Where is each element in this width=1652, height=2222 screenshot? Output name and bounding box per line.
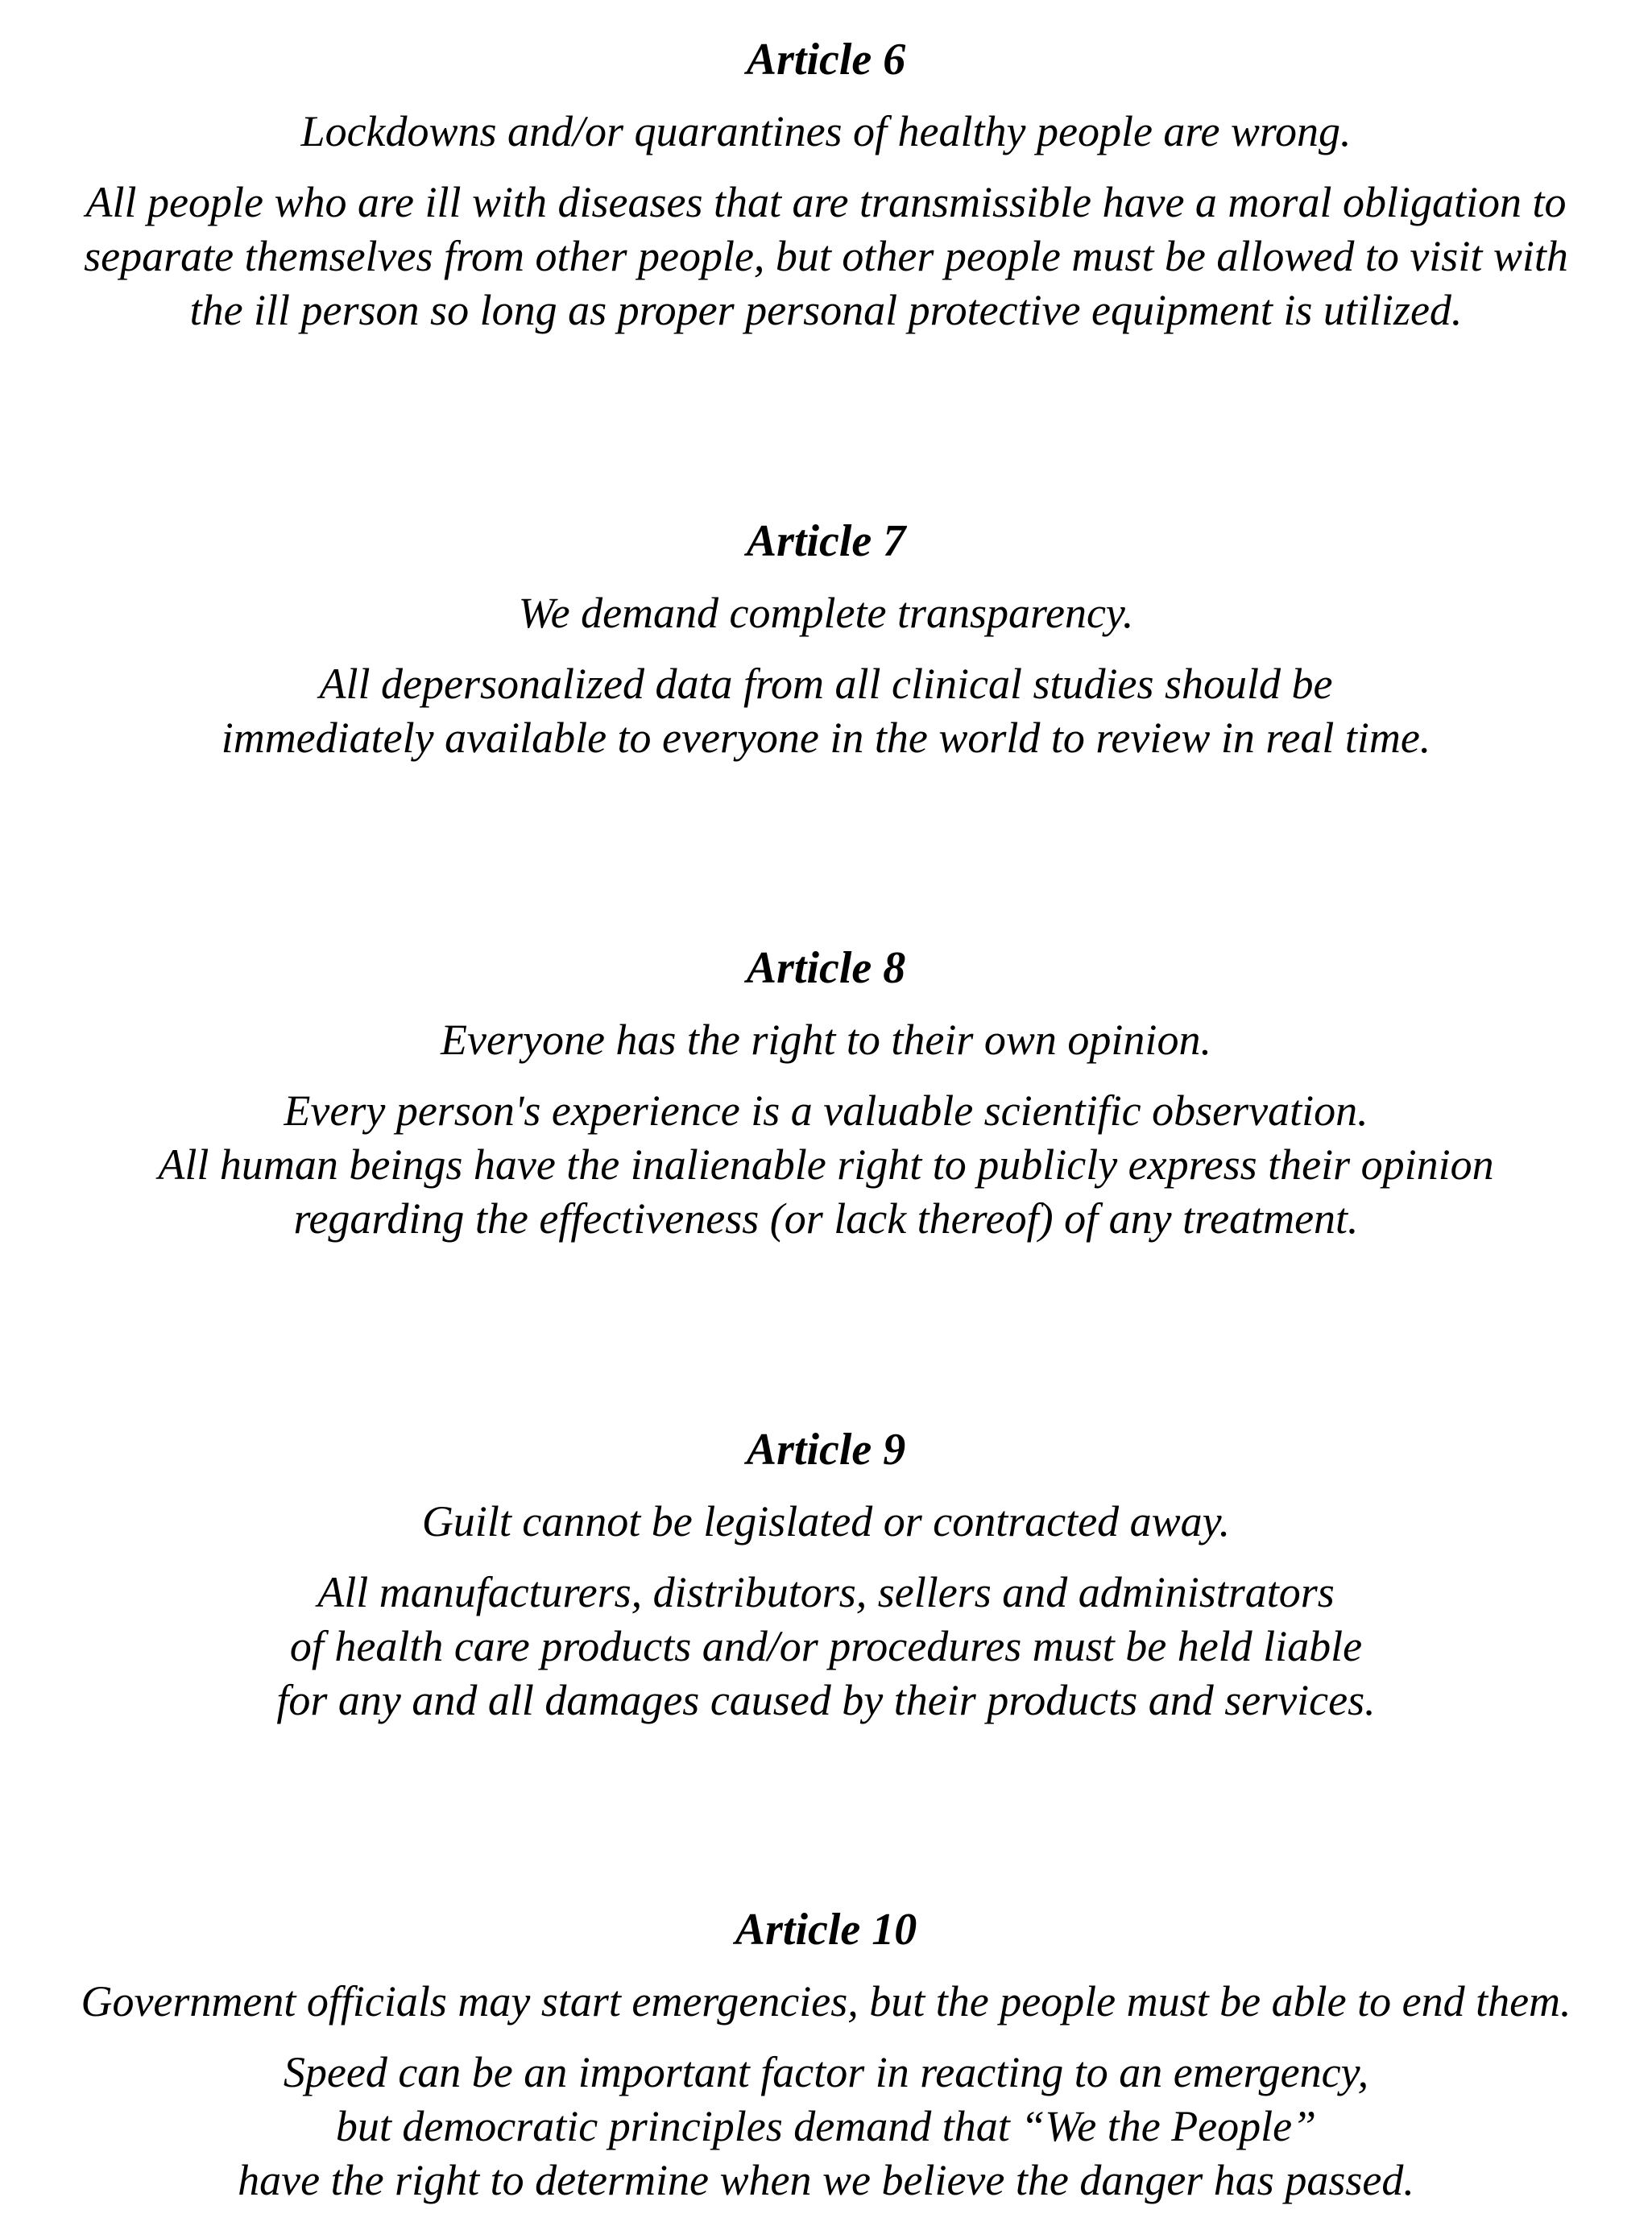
body-line: All people who are ill with diseases that are transmissible have a moral obligation to: [85, 178, 1567, 226]
body-line: of health care products and/or procedures must be held liable: [289, 1622, 1363, 1670]
article-7: [0, 514, 1652, 765]
body-line: have the right to determine when we believe the danger has passed.: [238, 2156, 1414, 2204]
article-body: [0, 657, 1652, 765]
body-line: All human beings have the inalienable right to publicly express their opinion: [158, 1140, 1494, 1189]
body-line: for any and all damages caused by their products and services.: [276, 1676, 1376, 1724]
body-line: separate themselves from other people, but other people must be allowed to visit with: [84, 232, 1568, 280]
article-heading: Lockdowns and/or quarantines of healthy people are wrong.: [300, 107, 1352, 155]
article-title: Article 7: [746, 516, 906, 566]
body-line: the ill person so long as proper personal protective equipment is utilized.: [189, 286, 1463, 334]
article-body: [0, 1566, 1652, 1728]
article-8: [0, 941, 1652, 1246]
article-body: [0, 1084, 1652, 1246]
article-heading: We demand complete transparency.: [518, 589, 1134, 637]
article-heading: Guilt cannot be legislated or contracted away.: [421, 1497, 1231, 1545]
article-9: [0, 1422, 1652, 1728]
article-body: [0, 176, 1652, 337]
article-heading: Government officials may start emergencies, but the people must be able to end them.: [81, 1977, 1571, 2025]
article-body: [0, 2046, 1652, 2208]
body-line: regarding the effectiveness (or lack thereof) of any treatment.: [293, 1194, 1359, 1243]
article-6: [0, 32, 1652, 337]
article-heading: Everyone has the right to their own opinion.: [441, 1016, 1211, 1064]
body-line: Speed can be an important factor in reacting to an emergency,: [283, 2048, 1369, 2096]
body-line: All depersonalized data from all clinical studies should be: [319, 660, 1333, 708]
body-line: immediately available to everyone in the world to review in real time.: [221, 714, 1431, 762]
article-title: Article 9: [746, 1425, 906, 1475]
body-line: but democratic principles demand that “We the People”: [335, 2102, 1317, 2150]
article-title: Article 10: [735, 1905, 917, 1955]
article-title: Article 8: [746, 943, 906, 993]
article-10: [0, 1902, 1652, 2208]
article-title: Article 6: [746, 35, 906, 85]
body-line: Every person's experience is a valuable scientific observation.: [284, 1086, 1368, 1135]
body-line: All manufacturers, distributors, sellers and administrators: [317, 1568, 1335, 1616]
